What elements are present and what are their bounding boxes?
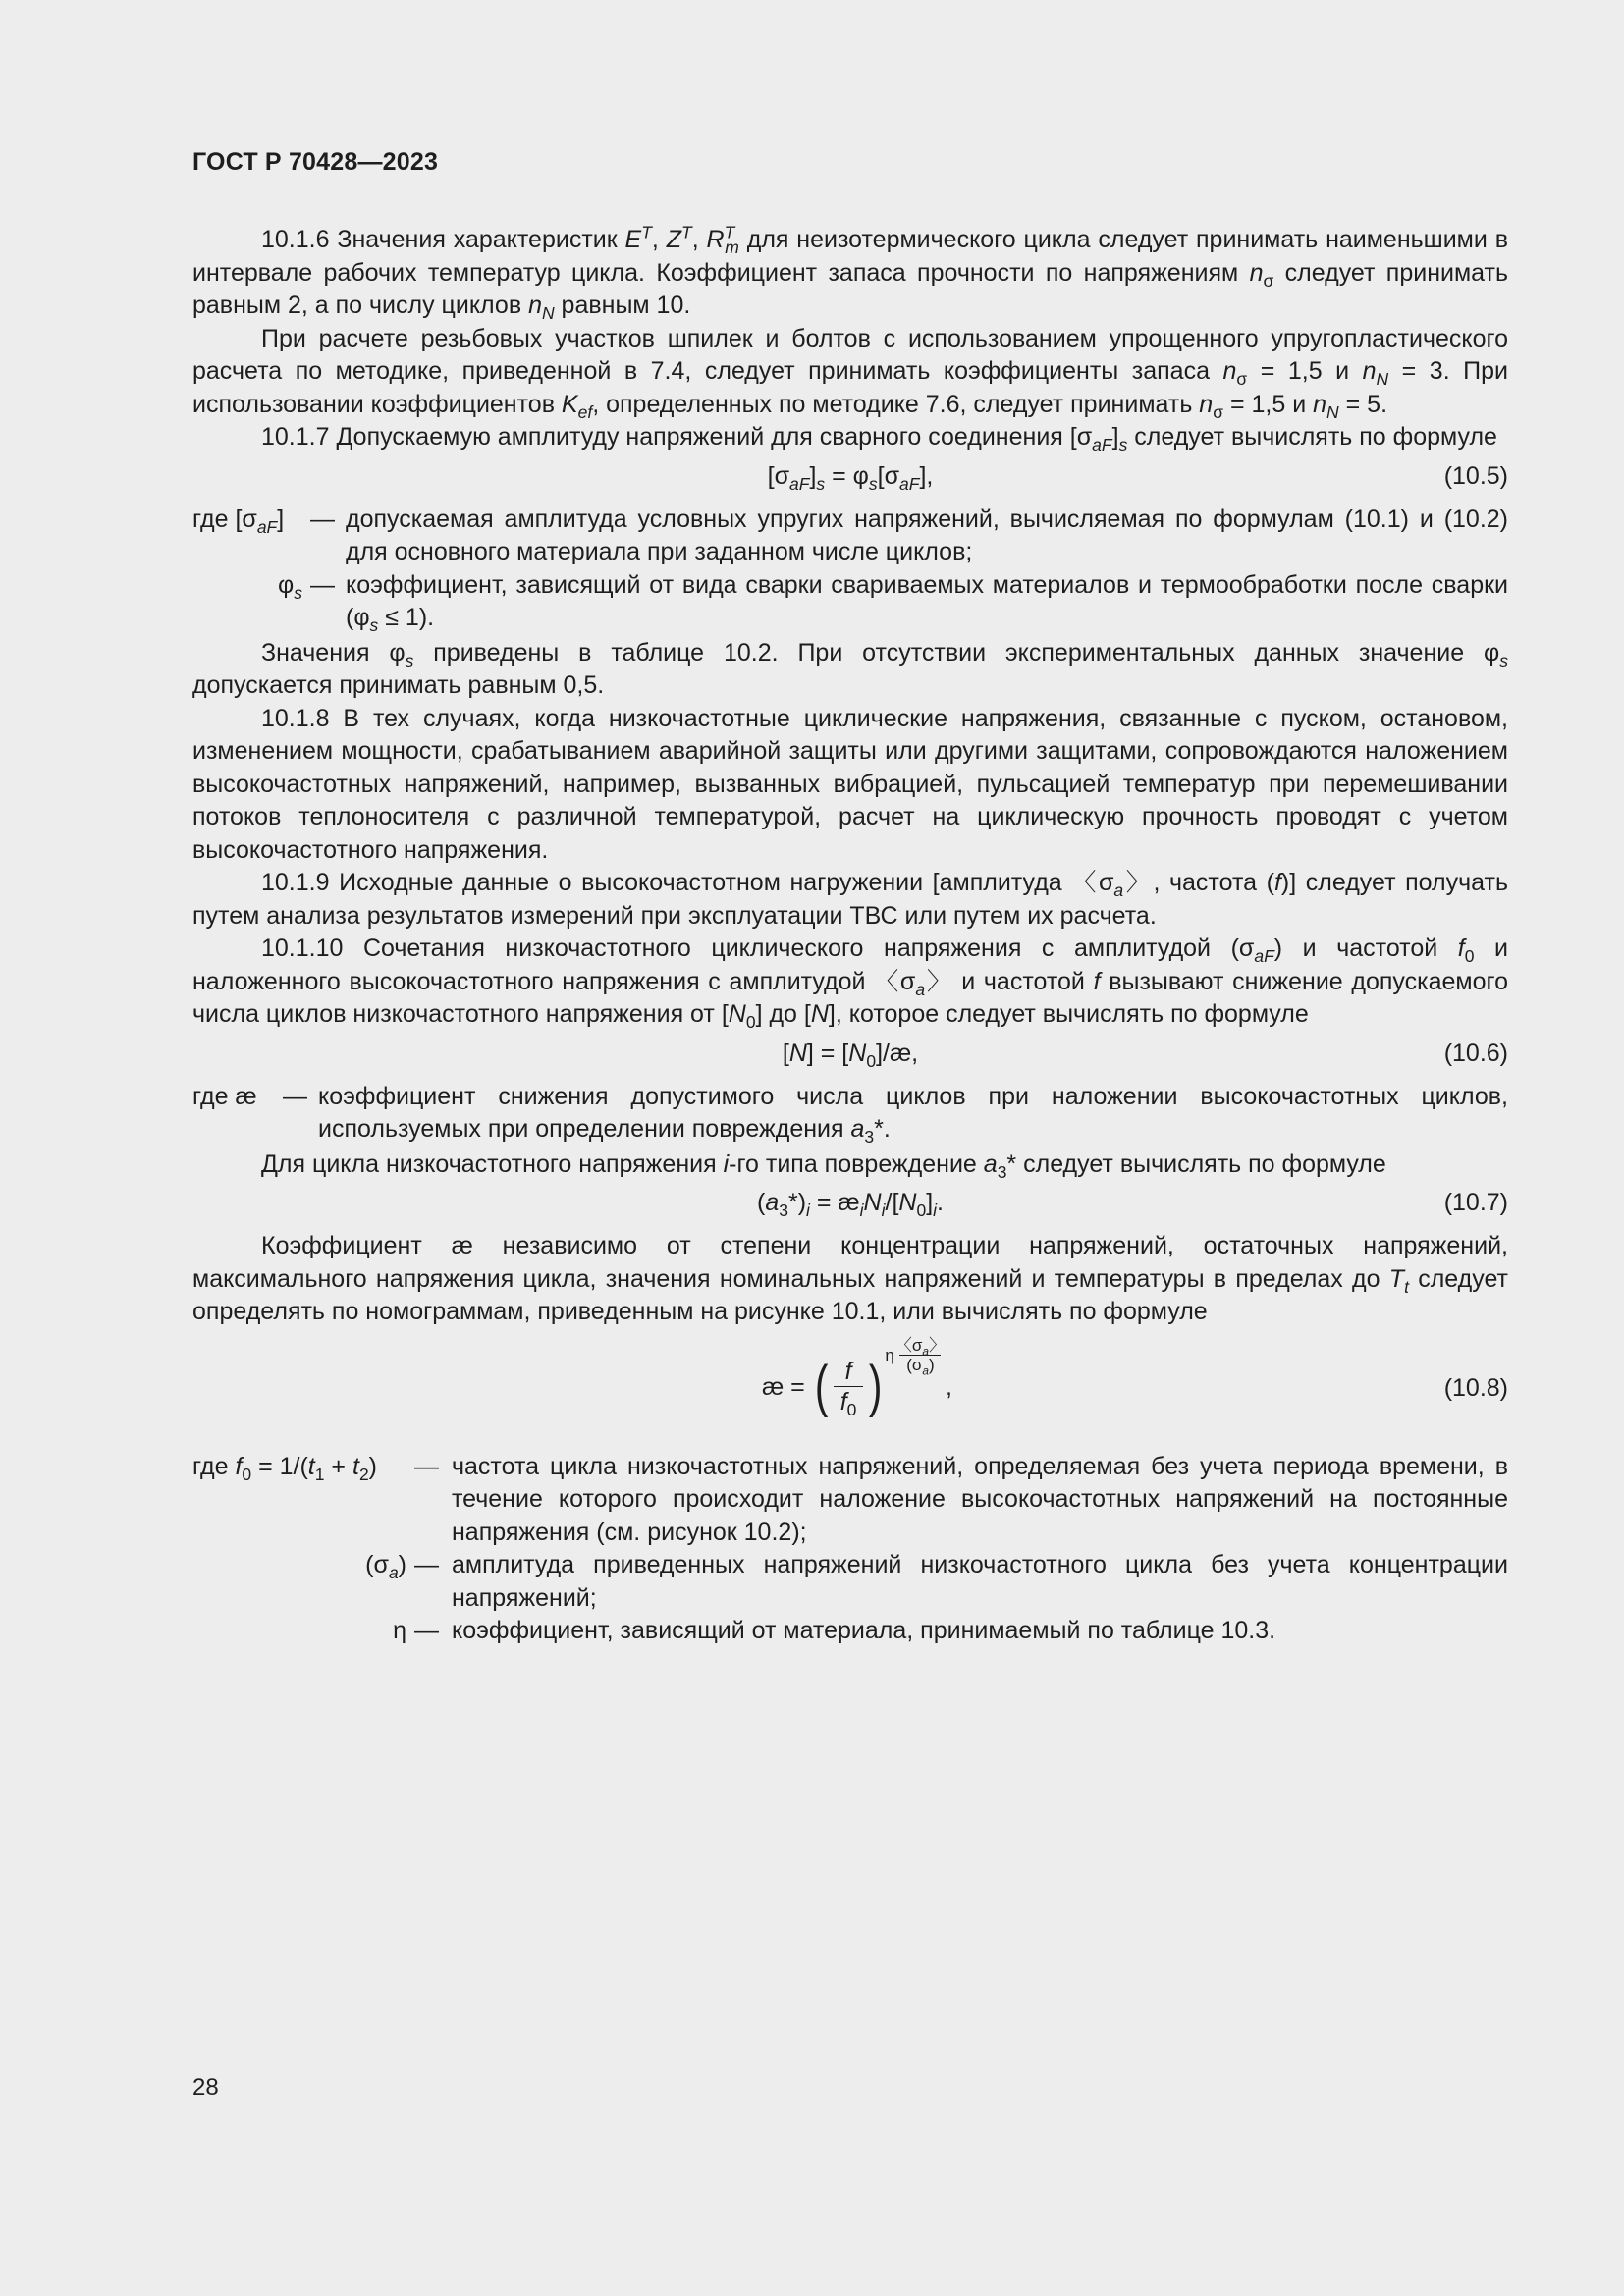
equation-10-6-expression: $[N] = [N_0]/æ$, — [782, 1039, 919, 1071]
equation-number: (10.5) — [1443, 461, 1508, 490]
equation-10-8-expression: æ = ( $\frac{f}{f_0}$ ) η 〈$\sigma_a$〉 $(\sigma_a)$ , — [762, 1336, 952, 1419]
page-number: 28 — [192, 2074, 219, 2101]
paragraph-10-1-7: 10.1.7 Допускаемую амплитуду напряжений для сварного соединения $[\sigma_{aF}]_s$ следует вычислять по формуле — [261, 423, 1497, 454]
document-header: ГОСТ Р 70428—2023 — [192, 148, 439, 176]
where-list-10-8 — [192, 1451, 1508, 1648]
where-symbol: $(\sigma_a)$ — [365, 1551, 406, 1582]
where-symbol: где $f_0 = 1/(t_1 + t_2)$ — [192, 1452, 377, 1484]
paragraph-10-1-8: 10.1.8 В тех случаях, когда низкочастотные циклические напряжения, связанные с пуском, остановом, изменением мощности, срабатыванием аварийной защиты или другими защитами, сопровождаются наложением высокочастотных напряжений, например, вызванных вибрацией, пульсацией температур при перемешивании потоков теплоносителя с различной температурой, расчет на циклическую прочность проводят с учетом высокочастотного напряжения. — [192, 704, 1508, 864]
where-dash: — — [414, 1452, 439, 1480]
where-symbol: где æ — [192, 1082, 257, 1110]
where-dash: — — [310, 570, 335, 599]
where-description: коэффициент, зависящий от материала, принимаемый по таблице 10.3. — [452, 1617, 1276, 1644]
where-dash: — — [310, 505, 335, 533]
where-list-10-5 — [192, 504, 1508, 635]
equation-10-6 — [192, 1032, 1508, 1075]
where-symbol: η — [393, 1617, 406, 1644]
equation-10-8 — [192, 1329, 1508, 1445]
paragraph-10-1-9: 10.1.9 Исходные данные о высокочастотном нагружении [амплитуда 〈$\sigma_a$〉, частота (f)] следует получать путем анализа результатов измерений при эксплуатации ТВС или путем их расчета. — [192, 869, 1508, 930]
equation-number: (10.7) — [1443, 1189, 1508, 1216]
paragraph-phi-values: Значения $\varphi_s$ приведены в таблице 10.2. При отсутствии экспериментальных данных значение $\varphi_s$ допускается принимать равным 0,5. — [192, 638, 1508, 699]
equation-10-7 — [192, 1181, 1508, 1224]
paragraph-damage: Для цикла низкочастотного напряжения i-го типа повреждение $a_3*$ следует вычислять по формуле — [261, 1149, 1386, 1182]
paragraph-coefficient: Коэффициент æ независимо от степени концентрации напряжений, остаточных напряжений, максимального напряжения цикла, значения номинальных напряжений и температуры в пределах до $T_t$ следует определять по номограммам, приведенным на рисунке 10.1, или вычислять по формуле — [192, 1232, 1508, 1325]
where-dash: — — [414, 1551, 439, 1578]
equation-10-5 — [192, 454, 1508, 498]
document-body — [192, 224, 1508, 1650]
equation-10-7-expression: $(a_3*)_i$ = $æ_iN_i/[N_0]_i$. — [757, 1189, 944, 1220]
paragraph-thread: При расчете резьбовых участков шпилек и болтов с использованием упрощенного упругопластического расчета по методике, приведенной в 7.4, следует принимать коэффициенты запаса $n_\sigma = 1,5$ и $n_N = 3$. При использовании коэффициентов $K_{ef}$, определенных по методике 7.6, следует принимать $n_\sigma = 1,5$ и $n_N = 5$. — [192, 324, 1508, 422]
where-dash: — — [283, 1082, 307, 1110]
equation-number: (10.6) — [1443, 1039, 1508, 1067]
equation-10-5-expression: $[\sigma_{aF}]_s = \varphi_s[\sigma_{aF}]$, — [767, 461, 934, 494]
where-description: частота цикла низкочастотных напряжений, определяемая без учета периода времени, в течение которого происходит наложение высокочастотных напряжений на постоянные напряжения (см. рисунок 10.2); — [452, 1452, 1508, 1546]
where-description: коэффициент снижения допустимого числа циклов при наложении высокочастотных циклов, используемых при определении повреждения $a_3*$. — [318, 1082, 1508, 1147]
where-list-10-6 — [192, 1081, 1508, 1147]
where-description: коэффициент, зависящий от вида сварки свариваемых материалов и термообработки после сварки $(\varphi_s \le 1)$. — [346, 570, 1508, 635]
where-description: амплитуда приведенных напряжений низкочастотного цикла без учета концентрации напряжений; — [452, 1551, 1508, 1612]
where-dash: — — [414, 1617, 439, 1644]
paragraph-10-1-10: 10.1.10 Сочетания низкочастотного циклического напряжения с амплитудой $(\sigma_{aF})$ и частотой $f_0$ и наложенного высокочастотного напряжения с амплитудой 〈$\sigma_a$〉 и частотой f вызывают снижение допускаемого числа циклов низкочастотного напряжения от $[N_0]$ до [N], которое следует вычислять по формуле — [192, 934, 1508, 1032]
document-page — [192, 0, 1508, 2296]
where-symbol: $\varphi_s$ — [278, 570, 302, 603]
where-symbol: где $[\sigma_{aF}]$ — [192, 505, 285, 537]
paragraph-10-1-6: 10.1.6 Значения характеристик $E^T$, $Z^T$, $R^T_m$ для неизотермического цикла следует принимать наименьшими в интервале рабочих температур цикла. Коэффициент запаса прочности по напряжениям $n_\sigma$ следует принимать равным 2, а по числу циклов $n_N$ равным 10. — [192, 222, 1509, 323]
equation-number: (10.8) — [1443, 1373, 1508, 1402]
where-description: допускаемая амплитуда условных упругих напряжений, вычисляемая по формулам (10.1) и (10.2) для основного материала при заданном числе циклов; — [346, 505, 1508, 565]
